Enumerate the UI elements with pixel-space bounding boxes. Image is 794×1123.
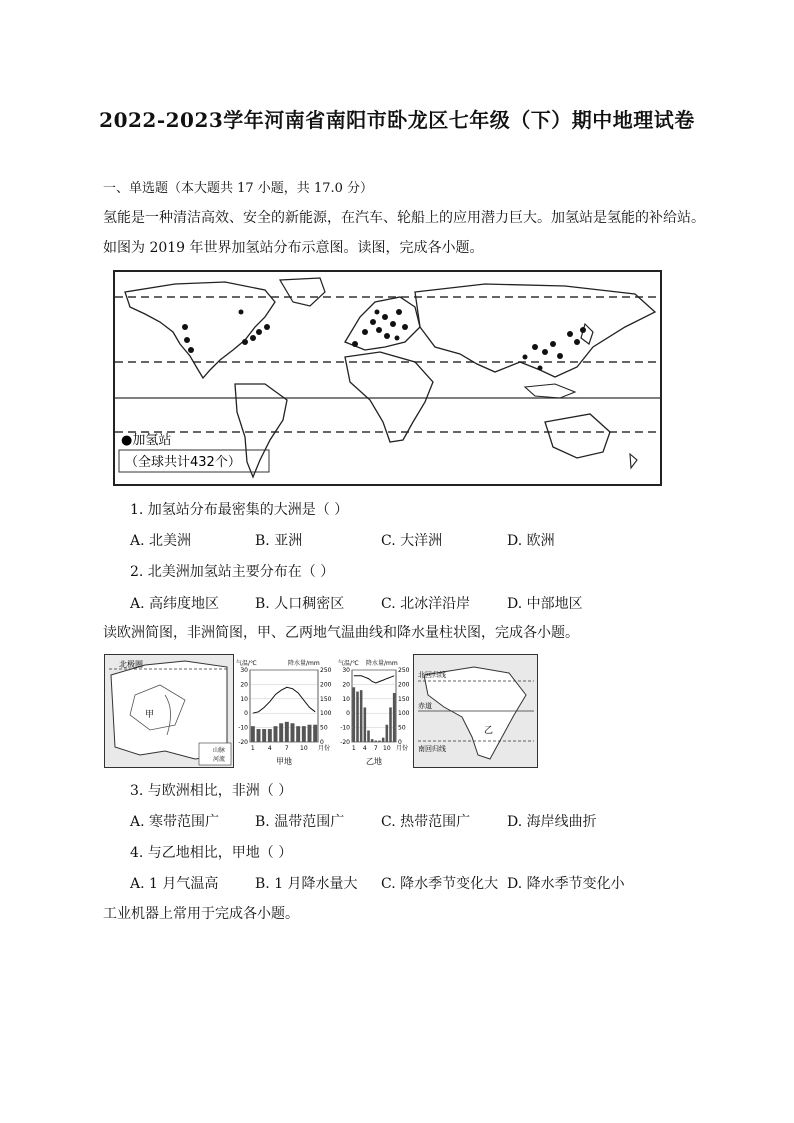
world-map-svg xyxy=(115,272,660,484)
chart-0-ytick-right: 100 xyxy=(320,710,332,718)
q2-option-a[interactable]: A. 高纬度地区 xyxy=(130,596,220,612)
chart-0-xlabel: 月份 xyxy=(318,745,331,752)
question-2-stem: 2. 北美洲加氢站主要分布在（ ） xyxy=(130,564,335,580)
chart-1-bar xyxy=(386,725,389,742)
climate-chart-jia xyxy=(234,656,334,766)
chart-0-xtick: 4 xyxy=(267,745,272,752)
australia-outline xyxy=(545,414,610,458)
africa-outline xyxy=(345,352,433,442)
chart-1-ytick-right: 200 xyxy=(398,681,410,689)
africa-sketch-map xyxy=(413,654,538,768)
q2-option-c[interactable]: C. 北冰洋沿岸 xyxy=(381,596,471,612)
africa-label-tropic-north: 北回归线 xyxy=(418,671,446,679)
europe-sketch-map xyxy=(104,654,234,768)
chart-1-xtick: 7 xyxy=(373,745,378,752)
europe-label-jia: 甲 xyxy=(145,710,155,720)
chart-0-bar xyxy=(274,726,278,742)
southeast-asia-islands xyxy=(525,384,575,398)
chart-0-bar xyxy=(285,722,289,742)
chart-0-ytick-left: -20 xyxy=(238,739,248,746)
asia-outline xyxy=(415,284,655,377)
chart-0-bar xyxy=(296,726,300,742)
chart-1-bar xyxy=(393,693,396,742)
q3-option-c[interactable]: C. 热带范围广 xyxy=(381,814,471,830)
chart-1-bar xyxy=(353,687,356,742)
chart-1-xtick: 1 xyxy=(351,745,356,752)
chart-0-ytick-left: 0 xyxy=(244,710,248,718)
chart-1-ytick-left: 20 xyxy=(342,681,350,689)
question-1-stem: 1. 加氢站分布最密集的大洲是（ ） xyxy=(130,502,349,518)
chart-1-ytick-left: 0 xyxy=(346,710,350,718)
q1-option-d[interactable]: D. 欧洲 xyxy=(507,533,555,549)
chart-0-bar xyxy=(291,723,295,742)
new-zealand-outline xyxy=(630,454,637,468)
q4-option-d[interactable]: D. 降水季节变化小 xyxy=(507,876,625,892)
world-hydrogen-station-map xyxy=(113,270,662,486)
chart-0-xtick: 10 xyxy=(300,745,308,752)
chart-0-ytick-left: 20 xyxy=(240,681,248,689)
q1-option-a[interactable]: A. 北美洲 xyxy=(130,533,192,549)
chart-0-bar xyxy=(302,726,306,742)
chart-1-bar xyxy=(360,690,363,742)
chart-1-bar xyxy=(371,739,374,742)
chart-1-ytick-right: 50 xyxy=(398,724,406,732)
chart-0-ytick-left: 30 xyxy=(240,667,248,674)
q3-option-b[interactable]: B. 温带范围广 xyxy=(255,814,345,830)
chart-0-xtick: 7 xyxy=(284,745,289,752)
africa-label-equator: 赤道 xyxy=(418,702,432,710)
q3-option-d[interactable]: D. 海岸线曲折 xyxy=(507,814,597,830)
europe-legend-river: 河流 xyxy=(213,756,226,763)
chart-0-title: 甲地 xyxy=(276,757,292,766)
chart-1-ytick-left: 30 xyxy=(342,667,350,674)
chart-0-bar xyxy=(251,726,255,742)
q1-option-c[interactable]: C. 大洋洲 xyxy=(381,533,443,549)
chart-1-bar xyxy=(356,692,359,742)
q4-option-b[interactable]: B. 1 月降水量大 xyxy=(255,876,358,892)
chart-0-ytick-right: 250 xyxy=(320,667,332,674)
greenland-outline xyxy=(280,278,325,306)
europe-label-arctic: 北极圈 xyxy=(119,660,143,669)
chart-1-title: 乙地 xyxy=(366,757,382,766)
chart-1-ytick-left: -20 xyxy=(340,739,350,746)
q4-option-c[interactable]: C. 降水季节变化大 xyxy=(381,876,499,892)
q1-option-b[interactable]: B. 亚洲 xyxy=(255,533,303,549)
page-title: 2022-2023学年河南省南阳市卧龙区七年级（下）期中地理试卷 xyxy=(99,108,695,132)
chart-0-bar xyxy=(308,725,312,742)
map-legend-label: ●加氢站 xyxy=(121,433,172,448)
chart-1-xlabel: 月份 xyxy=(396,745,409,752)
chart-1-xtick: 10 xyxy=(383,745,391,752)
chart-0-ytick-right: 50 xyxy=(320,724,328,732)
intro-paragraph-line1: 氢能是一种清洁高效、安全的新能源，在汽车、轮船上的应用潜力巨大。加氢站是氢能的补给站。 xyxy=(103,210,705,226)
map-legend-total: （全球共计432个） xyxy=(125,455,241,470)
chart-0-ytick-right: 200 xyxy=(320,681,332,689)
chart-0-bar xyxy=(257,729,261,742)
chart-0-ylabel-left: 气温/℃ xyxy=(236,660,257,667)
africa-label-tropic-south: 南回归线 xyxy=(418,745,446,753)
question-3-stem: 3. 与欧洲相比，非洲（ ） xyxy=(130,783,293,799)
chart-0-bar xyxy=(262,729,266,742)
chart-0-bar xyxy=(279,723,283,742)
chart-1-xtick: 4 xyxy=(362,745,367,752)
chart-0-bar xyxy=(313,725,317,742)
question-4-stem: 4. 与乙地相比，甲地（ ） xyxy=(130,845,293,861)
chart-1-ylabel-left: 气温/℃ xyxy=(338,660,359,667)
chart-1-ytick-right: 150 xyxy=(398,695,410,703)
chart-1-bar xyxy=(375,741,378,742)
chart-1-bar xyxy=(367,730,370,742)
chart-1-bar xyxy=(389,707,392,742)
chart-0-bar xyxy=(268,729,272,742)
chart-1-bar xyxy=(364,707,367,742)
chart-1-ytick-left: -10 xyxy=(340,724,350,732)
q3-option-a[interactable]: A. 寒带范围广 xyxy=(130,814,220,830)
chart-0-ytick-left: 10 xyxy=(240,695,248,703)
chart-1-ytick-right: 250 xyxy=(398,667,410,674)
chart-0-ylabel-right: 降水量/mm xyxy=(288,660,320,667)
chart-0-ytick-right: 150 xyxy=(320,695,332,703)
q2-option-b[interactable]: B. 人口稠密区 xyxy=(255,596,345,612)
intro-paragraph-2: 读欧洲简图，非洲简图，甲、乙两地气温曲线和降水量柱状图，完成各小题。 xyxy=(103,625,579,641)
section-heading: 一、单选题（本大题共 17 小题，共 17.0 分） xyxy=(103,181,374,196)
intro-paragraph-line2: 如图为 2019 年世界加氢站分布示意图。读图，完成各小题。 xyxy=(103,240,484,256)
chart-0-ytick-left: -10 xyxy=(238,724,248,732)
chart-1-ytick-right: 0 xyxy=(398,739,402,746)
chart-0-xtick: 1 xyxy=(250,745,255,752)
europe-legend-mountain: 山脉 xyxy=(213,747,226,754)
climate-chart-yi xyxy=(336,656,412,766)
chart-1-ytick-left: 10 xyxy=(342,695,350,703)
chart-1-ylabel-right: 降水量/mm xyxy=(366,660,398,667)
japan-outline xyxy=(581,324,593,344)
chart-1-bar xyxy=(382,738,385,742)
q2-option-d[interactable]: D. 中部地区 xyxy=(507,596,583,612)
chart-1-ytick-right: 100 xyxy=(398,710,410,718)
chart-0-ytick-right: 0 xyxy=(320,739,324,746)
chart-1-bar xyxy=(378,741,381,742)
q4-option-a[interactable]: A. 1 月气温高 xyxy=(130,876,219,892)
africa-label-yi: 乙 xyxy=(484,726,494,736)
intro-paragraph-3: 工业机器上常用于完成各小题。 xyxy=(103,906,299,922)
